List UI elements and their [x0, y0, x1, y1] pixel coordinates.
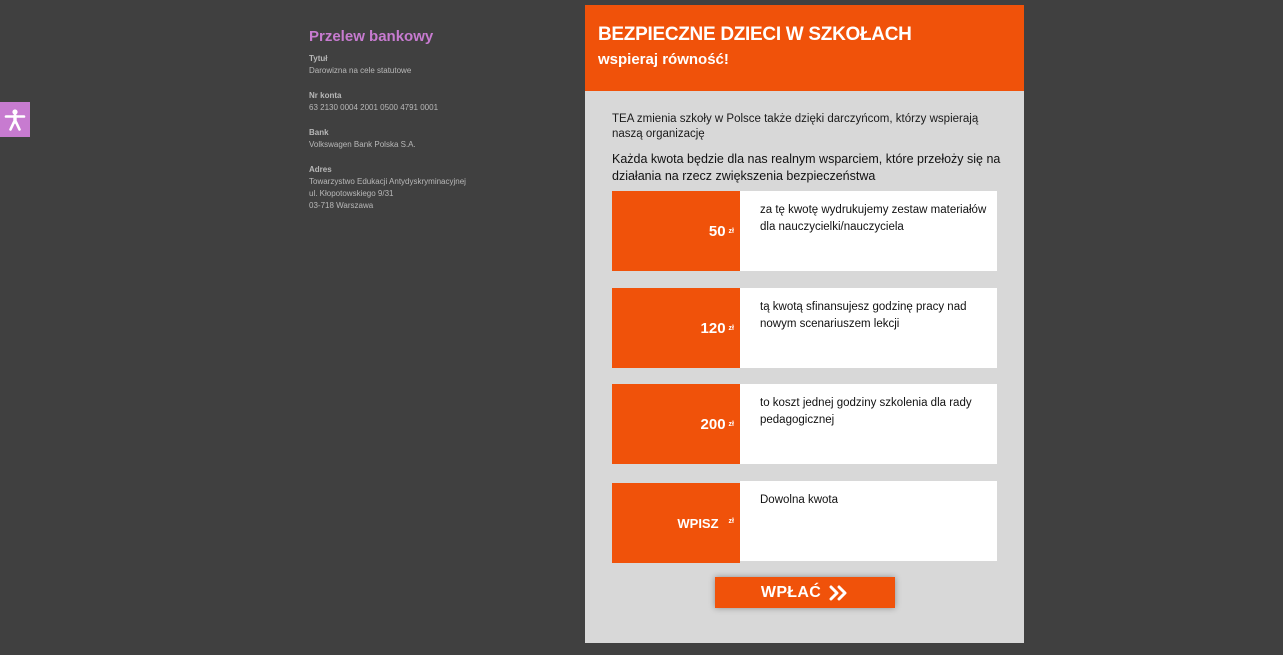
transfer-title-block — [309, 53, 539, 77]
accessibility-button[interactable] — [0, 102, 30, 137]
custom-amount-placeholder: WPISZ — [677, 515, 719, 531]
donation-intro: TEA zmienia szkoły w Polsce także dzięki darczyńcom, którzy wspierają naszą organizację — [612, 113, 979, 140]
amount-value: 200 — [700, 415, 726, 433]
amount-value: 120 — [700, 319, 726, 337]
pay-button-label: WPŁAĆ — [760, 583, 822, 601]
donation-lead: Każda kwota będzie dla nas realnym wsparciem, które przełoży się na działania na rzecz zwiększenia bezpieczeństwa — [612, 152, 1001, 183]
option-description: to koszt jednej godziny szkolenia dla rady pedagogicznej — [740, 384, 997, 464]
pay-button[interactable] — [715, 577, 895, 608]
option-amount — [612, 384, 740, 464]
accessibility-icon — [4, 108, 26, 132]
donation-option-custom[interactable] — [612, 481, 997, 561]
donation-option-120[interactable] — [612, 288, 997, 368]
option-description: Dowolna kwota — [740, 481, 997, 561]
donation-panel — [585, 5, 1024, 643]
option-amount — [612, 191, 740, 271]
transfer-title-label: Tytuł — [309, 54, 328, 63]
donation-subtitle: wspieraj równość! — [598, 51, 729, 68]
account-number-label: Nr konta — [309, 91, 342, 100]
option-description: za tę kwotę wydrukujemy zestaw materiałów dla nauczycielki/nauczyciela — [740, 191, 997, 271]
address-line: 03-718 Warszawa — [309, 201, 374, 210]
currency-label: zł — [728, 227, 734, 235]
double-chevron-right-icon — [829, 585, 849, 601]
donation-title: BEZPIECZNE DZIECI W SZKOŁACH — [598, 24, 912, 45]
bank-name-block — [309, 127, 539, 151]
option-description: tą kwotą sfinansujesz godzinę pracy nad nowym scenariuszem lekcji — [740, 288, 997, 368]
transfer-title-value: Darowizna na cele statutowe — [309, 66, 412, 75]
address-block — [309, 164, 539, 212]
bank-name-label: Bank — [309, 128, 329, 137]
address-label: Adres — [309, 165, 332, 174]
amount-value: 50 — [708, 222, 726, 240]
bank-transfer-info — [309, 28, 539, 225]
address-line: ul. Kłopotowskiego 9/31 — [309, 189, 394, 198]
account-number-value: 63 2130 0004 2001 0500 4791 0001 — [309, 103, 439, 112]
donation-option-200[interactable] — [612, 384, 997, 464]
account-number-block — [309, 90, 539, 114]
currency-label: zł — [728, 420, 734, 428]
bank-transfer-title: Przelew bankowy — [309, 28, 434, 45]
currency-label: zł — [728, 517, 734, 525]
address-line: Towarzystwo Edukacji Antydyskryminacyjnej — [309, 177, 466, 186]
donation-header — [585, 5, 1024, 91]
custom-amount-input[interactable] — [612, 483, 740, 563]
option-amount — [612, 288, 740, 368]
currency-label: zł — [728, 324, 734, 332]
donation-option-50[interactable] — [612, 191, 997, 271]
bank-name-value: Volkswagen Bank Polska S.A. — [309, 140, 416, 149]
